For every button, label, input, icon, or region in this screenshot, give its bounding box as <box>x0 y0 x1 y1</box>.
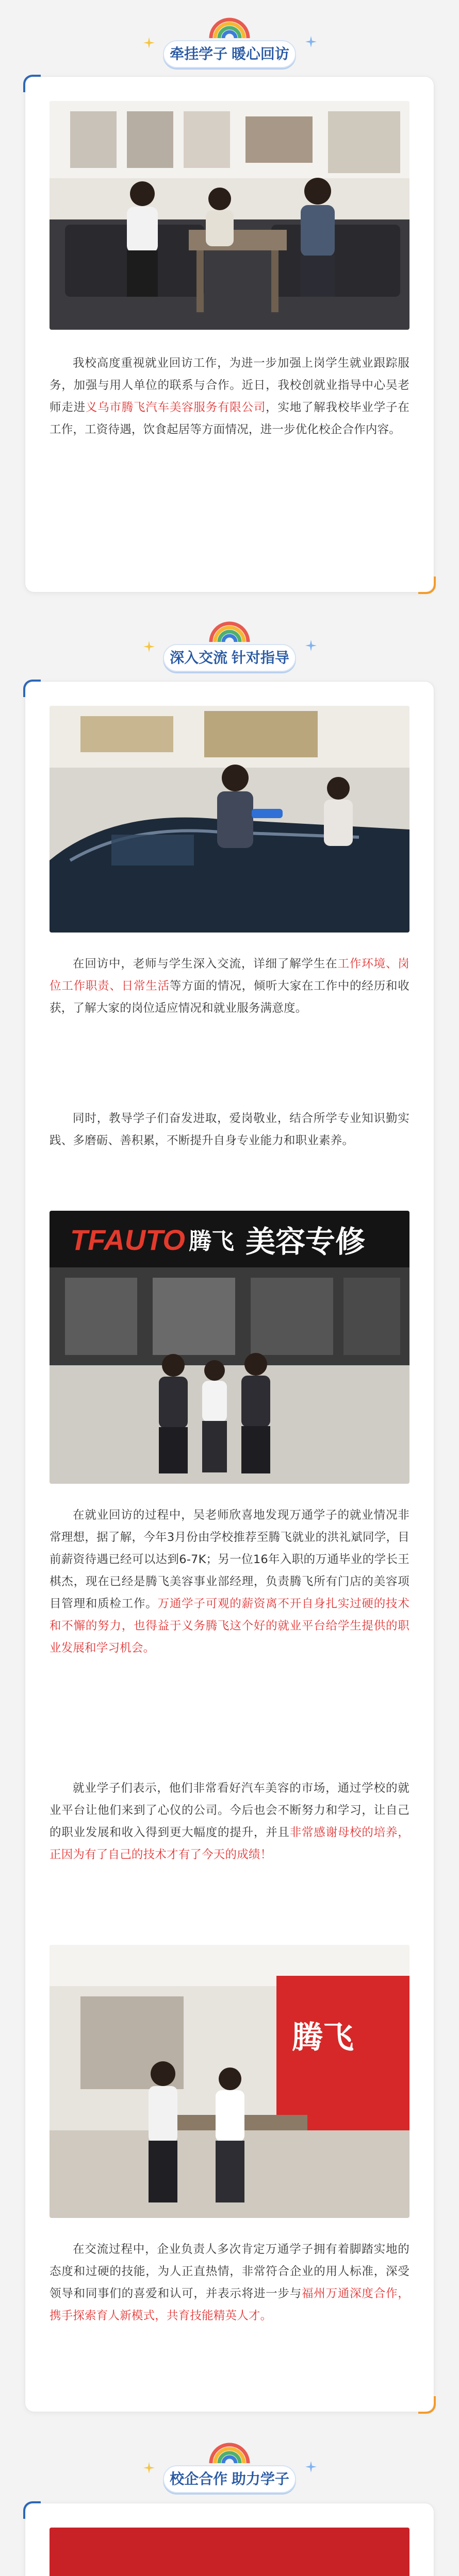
sparkle-icon <box>305 2461 317 2472</box>
paragraph <box>50 1108 409 1152</box>
text-segment: 同时，教导学子们奋发进取，爱岗敬业，结合所学专业知识勤实践、多磨砺、善积累，不断提升自身专业能力和职业素养。 <box>50 1112 409 1147</box>
paragraph <box>50 2239 409 2327</box>
paragraph <box>50 1777 409 1866</box>
text-segment: 在交流过程中，企业负责人多次肯定万通学子拥有着脚踏实地的态度和过硬的技能，为人正直热情，非常符合企业的用人标准，深受领导和同事们的喜爱和认可，并表示将进一步与 <box>50 2243 409 2300</box>
section-title-text: 校企合作 助力学子 <box>163 2465 296 2493</box>
sparkle-icon <box>143 2462 155 2473</box>
highlight-text: 非常感谢母校的培养，正因为有了自己的技术才有了今天的成绩！ <box>50 1826 409 1861</box>
sparkle-icon <box>143 37 155 48</box>
section-title-text: 牵挂学子 暖心回访 <box>163 40 296 68</box>
rainbow-icon <box>207 2439 252 2465</box>
shop-sign-name: 腾飞 <box>189 1228 234 1255</box>
text-segment: 在回访中，老师与学生深入交流，详细了解学生在 <box>73 957 338 971</box>
text-segment: 就业学子们表示，他们非常看好汽车美容的市场，通过学校的就业平台让他们来到了心仪的公司。今后也会不断努力和学习，让自己的职业发展和收入得到更大幅度的提升，并且 <box>50 1782 409 1839</box>
photo-meeting <box>50 101 409 330</box>
highlight-text: 万通学子可观的薪资离不开自身扎实过硬的技术和不懈的努力，也得益于义务腾飞这个好的就业平台给学生提供的职业发展和学习机会。 <box>50 1597 409 1655</box>
paragraph-block <box>50 352 409 441</box>
photo-office-chat <box>50 1945 409 2218</box>
paragraph <box>50 1504 409 1659</box>
text-segment: 在就业回访的过程中，吴老师欣喜地发现万通学子的就业情况非常理想，据了解，今年3月份由学校推荐至腾飞就业的洪礼斌同学，目前薪资待遇已经可以达到6-7K；另一位16年入职的万通毕业的学长王棋杰，现在已经是腾飞美容事业部经理，负责腾飞所有门店的美容项目管理和质检工作。 <box>50 1509 409 1611</box>
section-title-text: 深入交流 针对指导 <box>163 644 296 672</box>
shop-sign-brand: TFAUTO <box>70 1224 185 1256</box>
text-segment: ，实地了解我校毕业学子在工作，工资待遇，饮食起居等方面情况，进一步优化校企合作内容。 <box>50 401 409 436</box>
section-title-3 <box>0 2439 459 2496</box>
photo-car-interview <box>50 706 409 933</box>
highlight-text: 福州万通深度合作，携手探索育人新模式，共育技能精英人才。 <box>50 2287 409 2323</box>
wall-sign-text: 腾飞 <box>292 2020 354 2056</box>
paragraph-block <box>50 953 409 1020</box>
photo-shop-front <box>50 1211 409 1484</box>
paragraph-block <box>50 1777 409 1866</box>
section-title-1 <box>0 14 459 71</box>
paragraph <box>50 352 409 441</box>
rainbow-icon <box>207 14 252 40</box>
section-title-2 <box>0 618 459 675</box>
photo-company-banner <box>50 2528 409 2576</box>
sparkle-icon <box>143 641 155 652</box>
paragraph-block <box>50 1108 409 1152</box>
paragraph <box>50 953 409 1020</box>
highlight-text: 工作环境、岗位工作职责、日常生活 <box>50 957 409 993</box>
rainbow-icon <box>207 618 252 644</box>
highlight-text: 义乌市腾飞汽车美容服务有限公司 <box>85 401 266 414</box>
shop-sign-service: 美容专修 <box>245 1224 366 1259</box>
sparkle-icon <box>305 640 317 651</box>
paragraph-block <box>50 1504 409 1659</box>
paragraph-block <box>50 2239 409 2327</box>
text-segment: 等方面的情况，倾听大家在工作中的经历和收获，了解大家的岗位适应情况和就业服务满意度。 <box>50 979 409 1015</box>
text-segment: 我校高度重视就业回访工作，为进一步加强上岗学生就业跟踪服务，加强与用人单位的联系与合作。近日，我校创就业指导中心吴老师走进 <box>50 357 409 414</box>
sparkle-icon <box>305 36 317 47</box>
